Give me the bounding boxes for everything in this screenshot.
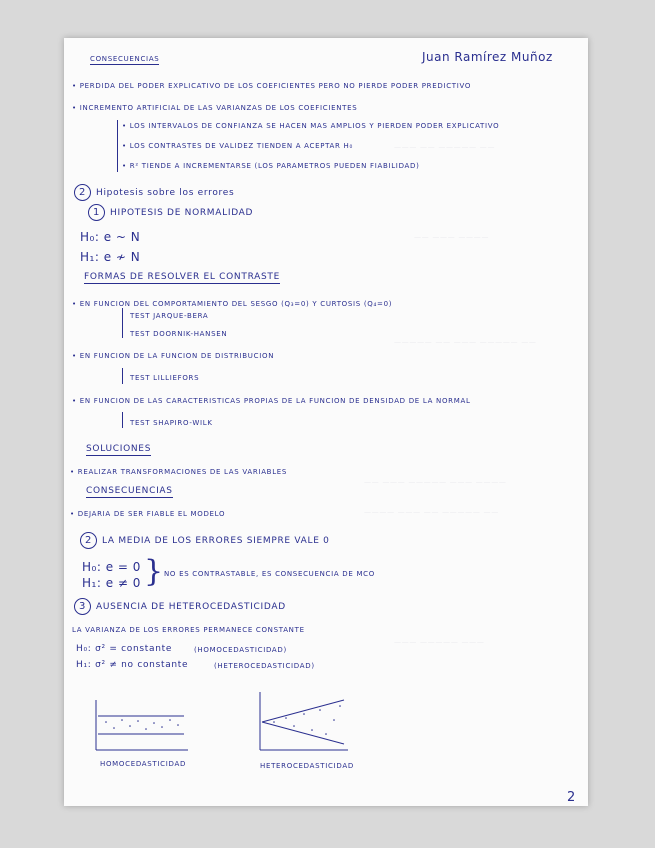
heterocedasticity-label: HETEROCEDASTICIDAD <box>260 762 354 770</box>
subsection-title: HIPOTESIS DE NORMALIDAD <box>110 208 254 218</box>
test-doornik-hansen: TEST DOORNIK-HANSEN <box>130 330 228 338</box>
brace-symbol: } <box>144 554 164 589</box>
section-hipotesis-errores <box>74 184 234 201</box>
soluciones-heading: SOLUCIONES <box>86 444 152 454</box>
hetero-h0-note: (HOMOCEDASTICIDAD) <box>194 646 287 654</box>
formas-item-1: • EN FUNCION DEL COMPORTAMIENTO DEL SESGO (Q₃=0) Y CURTOSIS (Q₄=0) <box>72 300 393 308</box>
sub-list-bar <box>117 120 118 172</box>
section-heterocedasticidad <box>74 598 286 615</box>
bleed-through-text: ———— ——— —— ————— —— <box>364 508 499 516</box>
author-name: Juan Ramírez Muñoz <box>422 50 553 64</box>
consecuencia-sub-2: • LOS CONTRASTES DE VALIDEZ TIENDEN A ACEPTAR H₀ <box>122 142 354 150</box>
media-h0: H₀: e = 0 <box>82 560 141 574</box>
formas-item-2: • EN FUNCION DE LA FUNCION DE DISTRIBUCION <box>72 352 275 360</box>
formas-heading: FORMAS DE RESOLVER EL CONTRASTE <box>84 272 281 282</box>
bleed-through-text: ————— —— ——— ————— —— <box>394 338 537 346</box>
media-note: NO ES CONTRASTABLE, ES CONSECUENCIA DE MCO <box>164 570 375 578</box>
varianza-line: LA VARIANZA DE LOS ERRORES PERMANECE CONSTANTE <box>72 626 305 634</box>
consecuencias-heading: CONSECUENCIAS <box>90 55 160 63</box>
consecuencias2-heading: CONSECUENCIAS <box>86 486 173 496</box>
consecuencia-sub-3: • R² TIENDE A INCREMENTARSE (LOS PARAMETROS PUEDEN FIABILIDAD) <box>122 162 420 170</box>
test-bar-3 <box>122 412 123 428</box>
heterocedasticity-sketch <box>254 690 354 758</box>
homocedasticity-label: HOMOCEDASTICIDAD <box>100 760 187 768</box>
page-number: 2 <box>567 790 576 805</box>
test-bar-1 <box>122 308 123 338</box>
formas-item-3: • EN FUNCION DE LAS CARACTERISTICAS PROPIAS DE LA FUNCION DE DENSIDAD DE LA NORMAL <box>72 397 471 405</box>
media-h1: H₁: e ≠ 0 <box>82 576 141 590</box>
bleed-through-text: —— ——— ———— <box>414 233 490 241</box>
consecuencia-sub-1: • LOS INTERVALOS DE CONFIANZA SE HACEN MAS AMPLIOS Y PIERDEN PODER EXPLICATIVO <box>122 122 500 130</box>
subsection-number-circle: 1 <box>88 204 105 221</box>
consecuencias2-item: • DEJARIA DE SER FIABLE EL MODELO <box>70 510 226 518</box>
section-number-circle: 3 <box>74 598 91 615</box>
section-title: LA MEDIA DE LOS ERRORES SIEMPRE VALE 0 <box>102 536 330 546</box>
hetero-h0: H₀: σ² = constante <box>76 644 173 654</box>
section-title: Hipotesis sobre los errores <box>96 188 235 198</box>
section-media-errores <box>80 532 330 549</box>
hetero-h1-note: (HETEROCEDASTICIDAD) <box>214 662 315 670</box>
bleed-through-text: —— ——— ————— ——— ———— <box>364 478 507 486</box>
hetero-h1: H₁: σ² ≠ no constante <box>76 660 189 670</box>
section-number-circle: 2 <box>74 184 91 201</box>
soluciones-item: • REALIZAR TRANSFORMACIONES DE LAS VARIABLES <box>70 468 288 476</box>
test-lilliefors: TEST LILLIEFORS <box>130 374 200 382</box>
section-title: AUSENCIA DE HETEROCEDASTICIDAD <box>96 602 286 612</box>
consecuencia-item-1: • PERDIDA DEL PODER EXPLICATIVO DE LOS COEFICIENTES PERO NO PIERDE PODER PREDICTIVO <box>72 82 472 90</box>
bleed-through-text: ——— ————— ——— <box>394 638 485 646</box>
normalidad-h1: H₁: e ≁ N <box>80 250 141 264</box>
bleed-through-text: ——— —— ————— —— <box>394 143 496 151</box>
subsection-normalidad <box>88 204 253 221</box>
test-bar-2 <box>122 368 123 384</box>
normalidad-h0: H₀: e ~ N <box>80 230 141 244</box>
test-shapiro-wilk: TEST SHAPIRO-WILK <box>130 419 213 427</box>
notebook-page <box>64 38 588 806</box>
homocedasticity-sketch <box>92 698 192 758</box>
section-number-circle: 2 <box>80 532 97 549</box>
consecuencia-item-2: • INCREMENTO ARTIFICIAL DE LAS VARIANZAS DE LOS COEFICIENTES <box>72 104 358 112</box>
test-jarque-bera: TEST JARQUE-BERA <box>130 312 209 320</box>
